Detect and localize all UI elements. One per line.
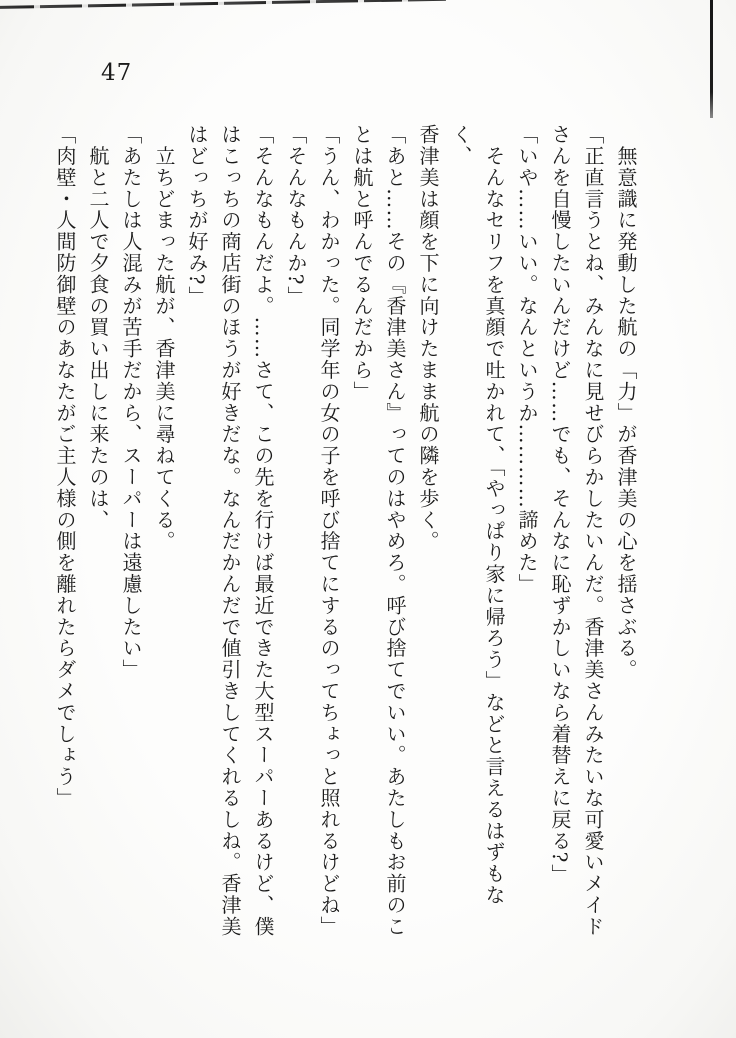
text-column: そんなセリフを真顔で吐かれて、「やっぱり家に帰ろう」などと言えるはずもなく、 [449,124,506,906]
text-column: 航と二人で夕食の買い出しに来たのは、 [86,124,110,531]
text-column: とは航と呼んでるんだから」 [350,124,374,403]
page-number: 47 [101,60,133,86]
text-column: 「あたしは人混みが苦手だから、スーパーは遠慮したい」 [119,124,143,681]
text-column: はどっちが好み?」 [185,124,209,308]
text-column: 立ちどまった航が、香津美に尋ねてくる。 [152,124,176,552]
text-column: 香津美は顔を下に向けたまま航の隣を歩く。 [416,124,440,552]
text-column: 「そんなもんだよ。……さて、この先を行けば最近できた大型スーパーあるけど、僕 [251,124,275,938]
page-top-edge-line [0,0,446,9]
text-block [48,124,642,946]
text-column: はこっちの商店街のほうが好きだな。なんだかんだで値引きしてくれるしね。香津美 [218,124,242,938]
text-column: 「正直言うとね、みんなに見せびらかしたいんだ。香津美さんみたいな可愛いメイド [581,124,605,938]
text-column: 無意識に発動した航の「力」が香津美の心を揺さぶる。 [614,124,638,681]
text-column: 「うん、わかった。同学年の女の子を呼び捨てにするのってちょっと照れるけどね」 [317,124,341,938]
text-column: 「そんなもんか?」 [284,124,308,308]
text-column: 「いや……いい。なんというか…………諦めた」 [515,124,539,595]
page-right-edge-line [710,0,713,118]
text-column: さんを自慢したいんだけど……でも、そんなに恥ずかしいなら着替えに戻る?」 [548,124,572,886]
text-column: 「あと……その『香津美さん』ってのはやめろ。呼び捨てでいい。あたしもお前のこ [383,124,407,938]
text-column: 「肉壁・人間防御壁のあなたがご主人様の側を離れたらダメでしょう」 [53,124,77,809]
